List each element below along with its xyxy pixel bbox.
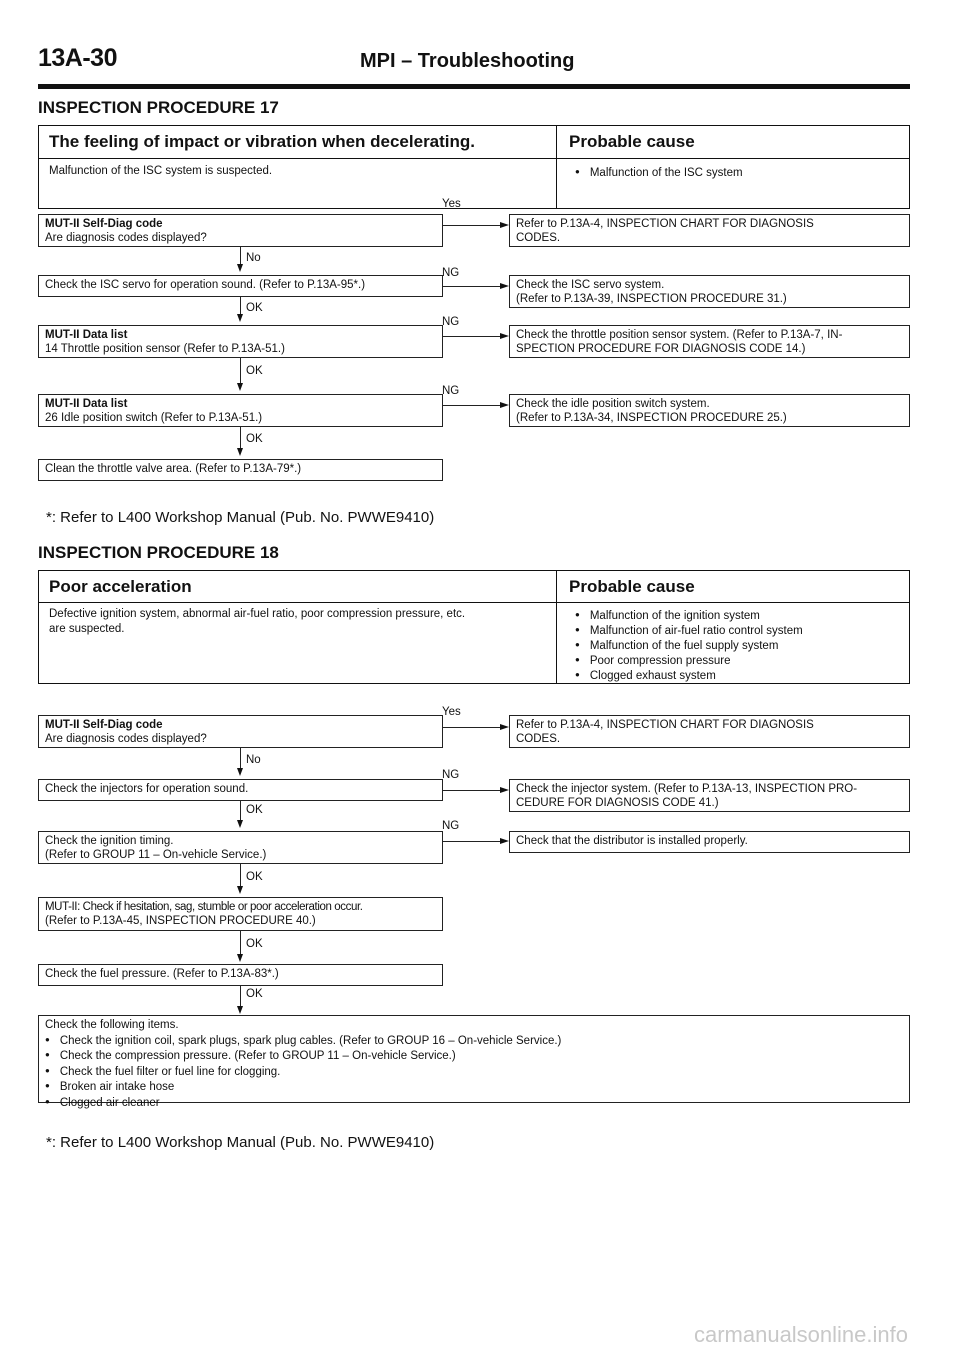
p18-step1-result-box [509,715,910,748]
connector [240,427,241,449]
arrow-down-icon [237,448,243,456]
p18-step4-box [38,897,443,931]
step-title: Check the following items. [45,1019,179,1031]
arrow-down-icon [237,264,243,272]
connector [240,986,241,1007]
ok-label: OK [246,804,263,816]
check-item: ● Broken air intake hose [45,1079,903,1095]
ng-label: NG [442,316,460,328]
arrow-down-icon [237,820,243,828]
ok-label: OK [246,938,263,950]
step-title: MUT-II Self-Diag code [45,218,163,230]
step-text: 26 Idle position switch (Refer to P.13A-51.) [45,411,263,424]
cause-table-divider [556,571,557,683]
arrow-down-icon [237,383,243,391]
connector [443,405,501,406]
result-text: Check the throttle position sensor system. (Refer to P.13A-7, IN- [516,329,843,341]
result-text: Refer to P.13A-4, INSPECTION CHART FOR DIAGNOSIS [516,719,814,731]
arrow-right-icon [500,402,509,408]
arrow-down-icon [237,1006,243,1014]
result-text: CODES. [516,231,561,244]
page-title: MPI – Troubleshooting [360,50,575,72]
check-item: ● Check the compression pressure. (Refer to GROUP 11 – On-vehicle Service.) [45,1048,903,1064]
step-text: 14 Throttle position sensor (Refer to P.13A-51.) [45,342,285,355]
result-text: SPECTION PROCEDURE FOR DIAGNOSIS CODE 14.) [516,342,806,355]
page-number: 13A-30 [38,44,117,72]
ng-label: NG [442,385,460,397]
cause-item: ● Malfunction of air-fuel ratio control system [575,622,803,639]
connector [240,801,241,821]
yes-label: Yes [442,706,461,718]
p17-step3-box [38,325,443,358]
step-text: Are diagnosis codes displayed? [45,231,207,244]
connector [240,247,241,265]
result-text: CODES. [516,732,561,745]
p18-step2-result-box [509,779,910,812]
connector [240,864,241,887]
connector [443,225,501,226]
arrow-right-icon [500,333,509,339]
no-label: No [246,754,261,766]
probable-cause-heading: Probable cause [569,132,695,151]
procedure-17-title: INSPECTION PROCEDURE 17 [38,98,279,117]
ok-label: OK [246,988,263,1000]
connector [443,286,501,287]
step-text: Check the injectors for operation sound. [45,783,249,795]
arrow-right-icon [500,283,509,289]
cause-item: ● Malfunction of the ISC system [575,164,743,181]
connector [240,748,241,769]
connector [443,841,501,842]
procedure-17-cause-table [38,125,910,209]
step-text: Are diagnosis codes displayed? [45,732,207,745]
ng-label: NG [442,820,460,832]
arrow-right-icon [500,724,509,730]
check-item: ● Clogged air cleaner [45,1095,903,1111]
ok-label: OK [246,302,263,314]
symptom-heading: Poor acceleration [49,577,192,596]
p17-step3-result-box [509,325,910,358]
p17-step4-result-box [509,394,910,427]
arrow-right-icon [500,787,509,793]
p18-step3-result-box [509,831,910,853]
step-text: Check the ignition timing. [45,835,174,847]
connector [443,336,501,337]
result-text: CEDURE FOR DIAGNOSIS CODE 41.) [516,796,719,809]
symptom-heading: The feeling of impact or vibration when decelerating. [49,132,476,151]
result-text: (Refer to P.13A-39, INSPECTION PROCEDURE 31.) [516,292,787,305]
connector [443,727,501,728]
ok-label: OK [246,871,263,883]
ng-label: NG [442,267,460,279]
result-text: (Refer to P.13A-34, INSPECTION PROCEDURE 25.) [516,411,787,424]
symptom-description: are suspected. [49,623,125,635]
p17-step5-box [38,459,443,481]
probable-cause-heading: Probable cause [569,577,695,596]
step-text: (Refer to P.13A-45, INSPECTION PROCEDURE 40.) [45,914,316,927]
step-text: Check the fuel pressure. (Refer to P.13A-83*.) [45,968,279,980]
check-item: ● Check the fuel filter or fuel line for clogging. [45,1064,903,1080]
procedure-18-cause-table [38,570,910,684]
step-text: Check the ISC servo for operation sound. (Refer to P.13A-95*.) [45,279,366,291]
footnote: *: Refer to L400 Workshop Manual (Pub. No. PWWE9410) [46,1134,435,1151]
ng-label: NG [442,769,460,781]
result-text: Check the ISC servo system. [516,279,665,291]
arrow-right-icon [500,838,509,844]
result-text: Refer to P.13A-4, INSPECTION CHART FOR DIAGNOSIS [516,218,814,230]
p17-step2-result-box [509,275,910,308]
step-text: Clean the throttle valve area. (Refer to P.13A-79*.) [45,463,302,475]
no-label: No [246,252,261,264]
cause-item: ● Clogged exhaust system [575,667,716,684]
footnote: *: Refer to L400 Workshop Manual (Pub. No. PWWE9410) [46,509,435,526]
result-text: Check the idle position switch system. [516,398,710,410]
result-text: Check the injector system. (Refer to P.13A-13, INSPECTION PRO- [516,783,858,795]
symptom-description: Defective ignition system, abnormal air-fuel ratio, poor compression pressure, etc. [49,608,466,620]
step-text: (Refer to GROUP 11 – On-vehicle Service.) [45,848,267,861]
symptom-description: Malfunction of the ISC system is suspected. [49,165,273,177]
p17-step1-box [38,214,443,247]
step-title: MUT-II Data list [45,398,128,410]
p18-step3-box [38,831,443,864]
p17-step4-box [38,394,443,427]
p18-step6-box [38,1015,910,1109]
step-title: MUT-II Data list [45,329,128,341]
p18-step2-box [38,779,443,801]
arrow-down-icon [237,314,243,322]
ok-label: OK [246,433,263,445]
watermark: carmanualsonline.info [693,1322,908,1347]
step-text: MUT-II: Check if hesitation, sag, stumble or poor acceleration occur. [45,901,363,913]
check-item: ● Check the ignition coil, spark plugs, spark plug cables. (Refer to GROUP 16 – On-vehicle Service.) [45,1033,903,1049]
procedure-18-title: INSPECTION PROCEDURE 18 [38,543,279,562]
arrow-down-icon [237,886,243,894]
cause-item: ● Poor compression pressure [575,652,730,669]
arrow-right-icon [500,222,509,228]
cause-item: ● Malfunction of the ignition system [575,607,760,624]
p18-step1-box [38,715,443,748]
p18-step5-box [38,964,443,986]
connector [443,790,501,791]
step-title: MUT-II Self-Diag code [45,719,163,731]
result-text: Check that the distributor is installed properly. [516,835,748,847]
connector [240,358,241,384]
connector [240,931,241,955]
p17-step2-box [38,275,443,297]
connector [240,297,241,315]
cause-table-divider [556,126,557,208]
p17-step1-result-box [509,214,910,247]
cause-item: ● Malfunction of the fuel supply system [575,637,778,654]
arrow-down-icon [237,954,243,962]
yes-label: Yes [442,198,461,210]
arrow-down-icon [237,768,243,776]
header-rule [38,84,910,89]
ok-label: OK [246,365,263,377]
